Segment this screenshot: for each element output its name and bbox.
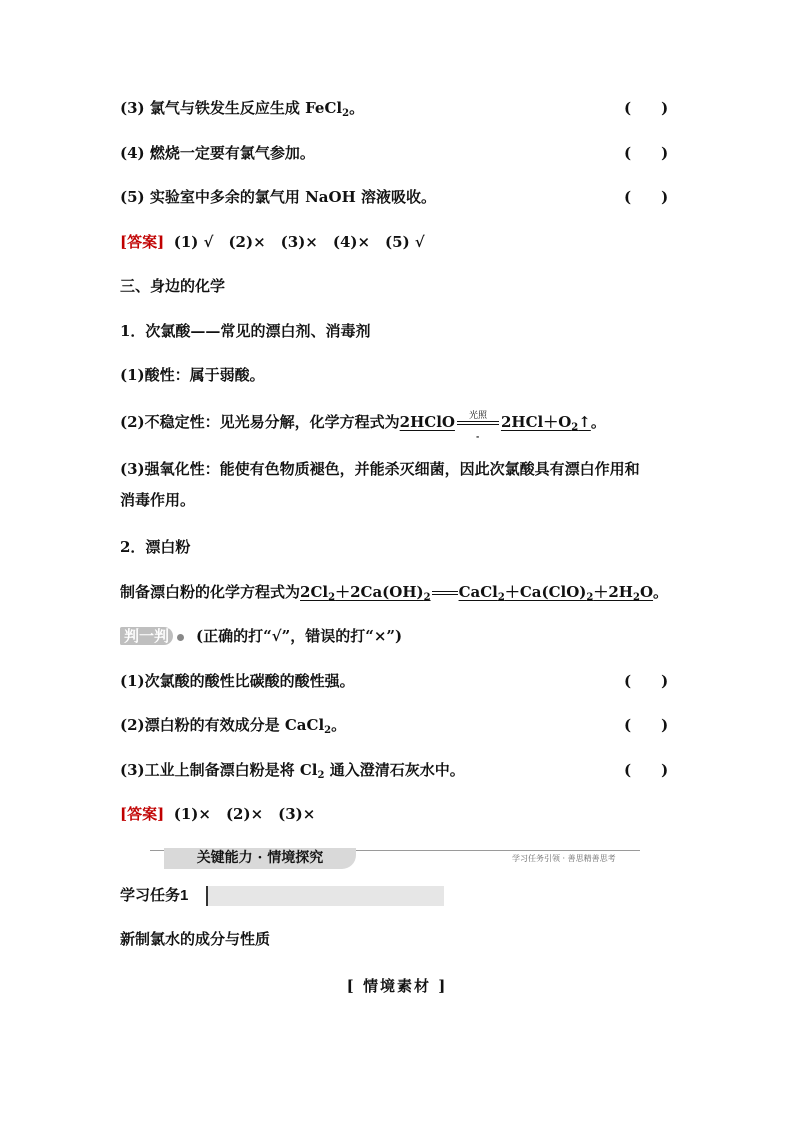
material-heading: [ 情境素材 ]: [346, 977, 448, 995]
question-item-3: (3) 氯气与铁发生反应生成 FeCl$_2$。: [120, 99, 365, 119]
question-item-4: (4) 燃烧一定要有氯气参加。: [120, 144, 315, 162]
answer-paren-5: ( ): [624, 188, 669, 206]
paragraph-oxidizing-2: 消毒作用。: [120, 491, 196, 509]
answer-tag: [答案]: [120, 805, 165, 823]
equation-equals: [431, 582, 459, 602]
equation-bleach-lhs: $2Cl_2+2Ca(OH)_2$: [300, 583, 431, 603]
paragraph-instability: (2)不稳定性：见光易分解，化学方程式为2HClO 光照 - $2HCl+O_2↑$。: [120, 411, 606, 441]
judge-item-1: (1)次氯酸的酸性比碳酸的酸性强。: [120, 672, 355, 690]
answer-paren-4: ( ): [624, 144, 669, 162]
answer-line-2: [答案] (1)× (2)× (3)×: [120, 805, 316, 823]
task-bar: [206, 886, 444, 906]
equation-rhs: $2HCl+O_2↑$: [500, 413, 591, 433]
answer-paren-3: ( ): [624, 99, 669, 117]
section-heading: 三、身边的化学: [120, 277, 226, 295]
judge-item-3: (3)工业上制备漂白粉是将 $Cl_2$ 通入澄清石灰水中。: [120, 761, 465, 781]
judge-paren-2: ( ): [624, 716, 669, 734]
judge-header: 判一判 (正确的打“√”，错误的打“×”): [120, 626, 402, 646]
section-banner: 关键能力 · 情境探究: [164, 848, 356, 869]
answer-line-1: [答案] (1) √ (2)× (3)× (4)× (5) √: [120, 233, 425, 251]
paragraph-acidity: (1)酸性：属于弱酸。: [120, 366, 265, 384]
judge-paren-1: ( ): [624, 672, 669, 690]
subsection-bleaching-powder: 2．漂白粉: [120, 538, 191, 556]
equation-arrow: 光照 -: [455, 412, 501, 432]
bullet-dot-icon: [177, 634, 184, 641]
judge-item-2: (2)漂白粉的有效成分是 CaCl$_2$。: [120, 716, 347, 736]
subsection-hypochlorous: 1．次氯酸——常见的漂白剂、消毒剂: [120, 322, 371, 340]
equation-lhs: 2HClO: [399, 413, 455, 431]
paragraph-oxidizing-1: (3)强氧化性：能使有色物质褪色，并能杀灭细菌，因此次氯酸具有漂白作用和: [120, 460, 640, 478]
answer-tag: [答案]: [120, 233, 165, 251]
equation-bleach-rhs: $CaCl_2+Ca(ClO)_2+2H_2O$: [458, 583, 654, 603]
question-item-5: (5) 实验室中多余的氯气用 NaOH 溶液吸收。: [120, 188, 436, 206]
judge-paren-3: ( ): [624, 761, 669, 779]
task-title: 新制氯水的成分与性质: [120, 931, 271, 948]
judge-tag: 判一判: [120, 627, 173, 645]
task-label: 学习任务1: [120, 887, 189, 904]
banner-subtitle: 学习任务引领 · 善思精善思考: [512, 854, 616, 863]
paragraph-bleach-equation: 制备漂白粉的化学方程式为$2Cl_2+2Ca(OH)_2$ $CaCl_2+Ca(ClO)_2+2H_2O$。: [120, 583, 669, 603]
